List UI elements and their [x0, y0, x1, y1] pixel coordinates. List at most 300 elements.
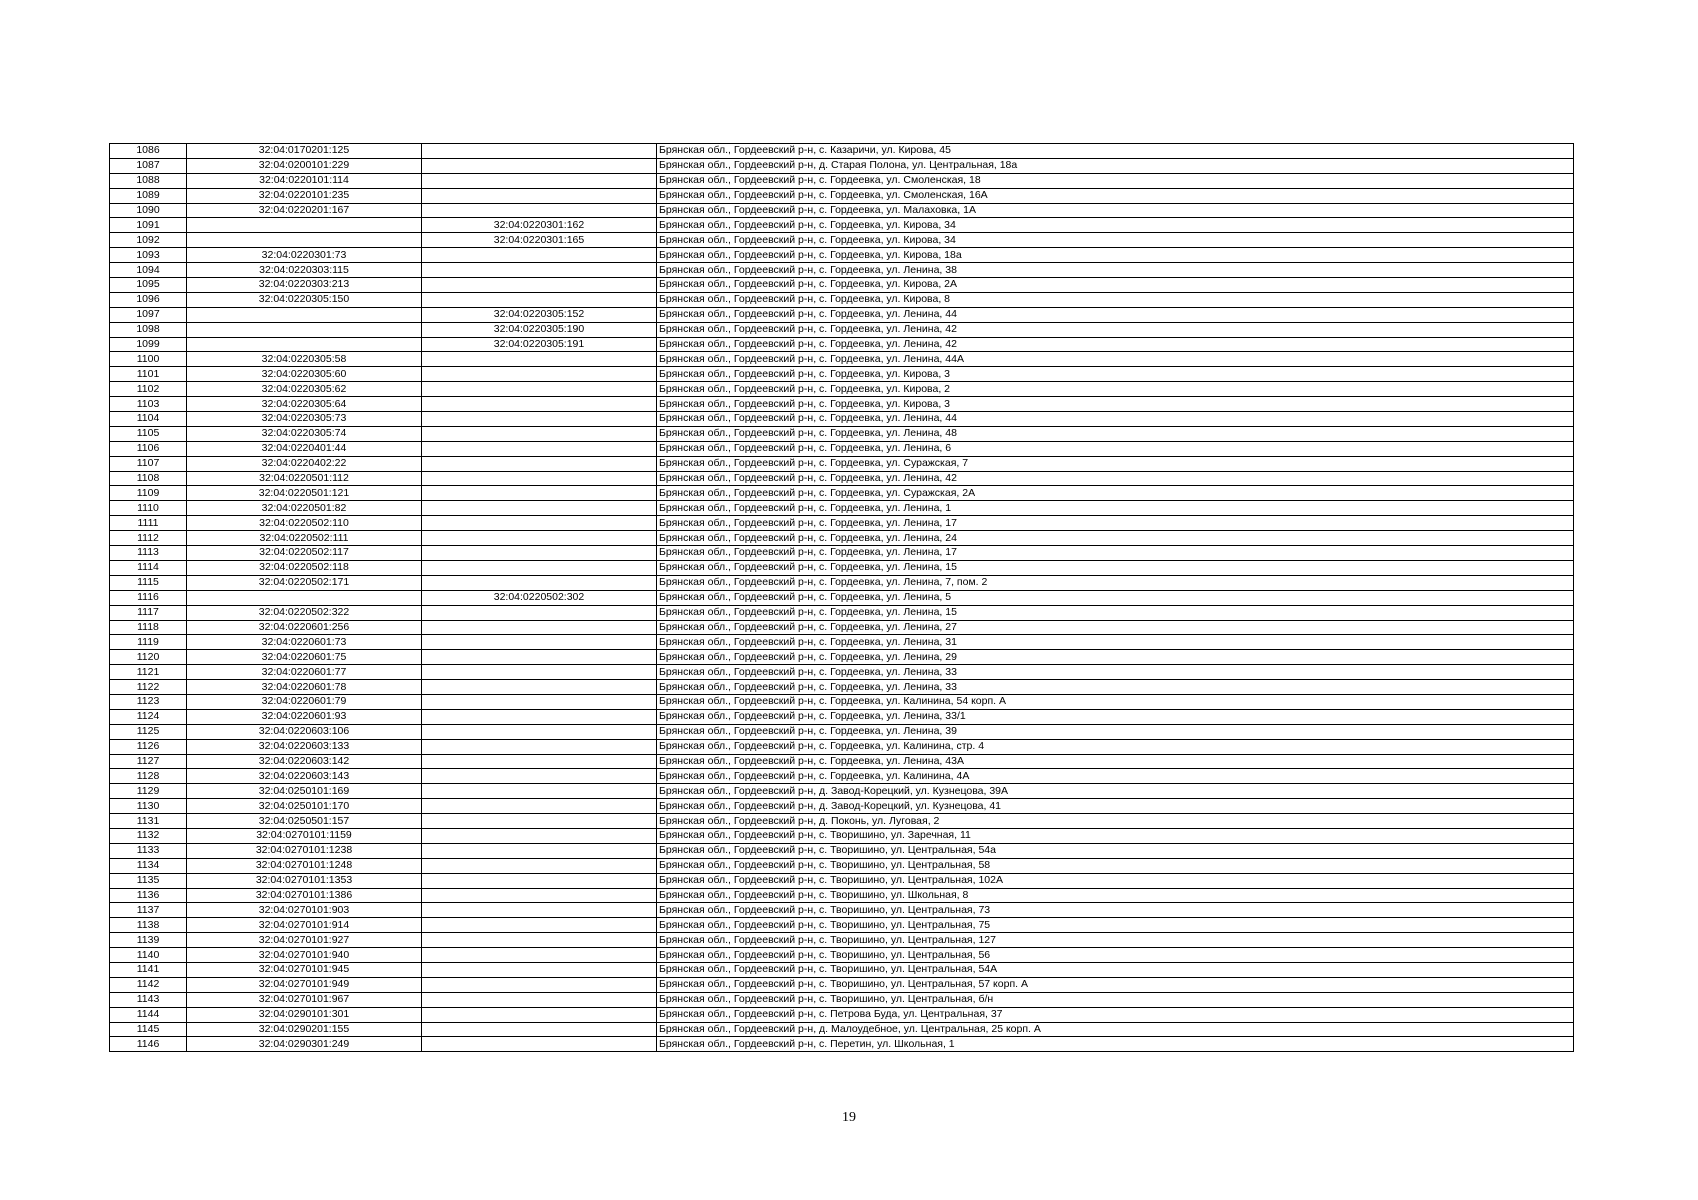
cadastral-number-2-cell: [422, 397, 657, 412]
cadastral-number-cell: 32:04:0220601:93: [187, 709, 422, 724]
cadastral-number-cell: 32:04:0220303:213: [187, 278, 422, 293]
row-number-cell: 1102: [110, 382, 187, 397]
cadastral-number-2-cell: [422, 144, 657, 159]
cadastral-number-cell: 32:04:0290101:301: [187, 1007, 422, 1022]
cadastral-number-cell: 32:04:0220305:74: [187, 426, 422, 441]
row-number-cell: 1117: [110, 605, 187, 620]
row-number-cell: 1141: [110, 962, 187, 977]
cadastral-number-cell: 32:04:0250501:157: [187, 814, 422, 829]
cadastral-number-cell: [187, 218, 422, 233]
table-row: [110, 843, 1574, 858]
address-cell: Брянская обл., Гордеевский р-н, с. Гордеевка, ул. Ленина, 5: [657, 590, 1574, 605]
cadastral-number-cell: 32:04:0220603:133: [187, 739, 422, 754]
cadastral-number-cell: 32:04:0270101:914: [187, 918, 422, 933]
cadastral-number-2-cell: [422, 694, 657, 709]
address-cell: Брянская обл., Гордеевский р-н, с. Гордеевка, ул. Калинина, 4А: [657, 769, 1574, 784]
cadastral-number-cell: 32:04:0250101:169: [187, 784, 422, 799]
cadastral-number-cell: 32:04:0220502:171: [187, 575, 422, 590]
address-cell: Брянская обл., Гордеевский р-н, с. Гордеевка, ул. Ленина, 44: [657, 307, 1574, 322]
row-number-cell: 1143: [110, 992, 187, 1007]
address-cell: Брянская обл., Гордеевский р-н, д. Поконь, ул. Луговая, 2: [657, 814, 1574, 829]
cadastral-number-cell: 32:04:0290301:249: [187, 1037, 422, 1052]
table-row: [110, 1037, 1574, 1052]
table-row: [110, 397, 1574, 412]
cadastral-number-2-cell: [422, 918, 657, 933]
table-row: [110, 352, 1574, 367]
row-number-cell: 1119: [110, 635, 187, 650]
cadastral-number-cell: [187, 337, 422, 352]
address-cell: Брянская обл., Гордеевский р-н, с. Гордеевка, ул. Калинина, 54 корп. А: [657, 694, 1574, 709]
row-number-cell: 1146: [110, 1037, 187, 1052]
table-row: [110, 575, 1574, 590]
row-number-cell: 1139: [110, 933, 187, 948]
cadastral-number-2-cell: [422, 769, 657, 784]
table-row: [110, 739, 1574, 754]
row-number-cell: 1111: [110, 516, 187, 531]
cadastral-number-cell: 32:04:0220601:77: [187, 665, 422, 680]
table-row: [110, 754, 1574, 769]
cadastral-number-2-cell: [422, 620, 657, 635]
address-cell: Брянская обл., Гордеевский р-н, с. Гордеевка, ул. Ленина, 31: [657, 635, 1574, 650]
cadastral-number-cell: 32:04:0220501:82: [187, 501, 422, 516]
table-row: [110, 426, 1574, 441]
address-cell: Брянская обл., Гордеевский р-н, с. Гордеевка, ул. Суражская, 7: [657, 456, 1574, 471]
cadastral-number-cell: 32:04:0200101:229: [187, 158, 422, 173]
cadastral-number-2-cell: [422, 1007, 657, 1022]
cadastral-number-2-cell: [422, 278, 657, 293]
cadastral-number-2-cell: [422, 739, 657, 754]
table-row: [110, 307, 1574, 322]
cadastral-number-cell: 32:04:0220305:58: [187, 352, 422, 367]
row-number-cell: 1107: [110, 456, 187, 471]
cadastral-number-2-cell: [422, 158, 657, 173]
cadastral-number-2-cell: [422, 263, 657, 278]
row-number-cell: 1101: [110, 367, 187, 382]
row-number-cell: 1136: [110, 888, 187, 903]
table-row: [110, 367, 1574, 382]
cadastral-number-2-cell: [422, 903, 657, 918]
table-row: [110, 784, 1574, 799]
cadastral-number-cell: 32:04:0270101:967: [187, 992, 422, 1007]
address-cell: Брянская обл., Гордеевский р-н, с. Гордеевка, ул. Ленина, 17: [657, 546, 1574, 561]
cadastral-number-2-cell: [422, 516, 657, 531]
row-number-cell: 1137: [110, 903, 187, 918]
row-number-cell: 1093: [110, 248, 187, 263]
cadastral-number-cell: 32:04:0220501:121: [187, 486, 422, 501]
cadastral-number-cell: 32:04:0220402:22: [187, 456, 422, 471]
address-cell: Брянская обл., Гордеевский р-н, с. Гордеевка, ул. Кирова, 2А: [657, 278, 1574, 293]
cadastral-number-cell: 32:04:0170201:125: [187, 144, 422, 159]
page-number: 19: [842, 1110, 856, 1125]
table-row: [110, 546, 1574, 561]
cadastral-number-2-cell: [422, 292, 657, 307]
address-cell: Брянская обл., Гордеевский р-н, с. Гордеевка, ул. Ленина, 42: [657, 322, 1574, 337]
table-row: [110, 501, 1574, 516]
cadastral-number-cell: 32:04:0220101:235: [187, 188, 422, 203]
row-number-cell: 1130: [110, 799, 187, 814]
table-row: [110, 233, 1574, 248]
row-number-cell: 1112: [110, 531, 187, 546]
row-number-cell: 1108: [110, 471, 187, 486]
address-cell: Брянская обл., Гордеевский р-н, с. Гордеевка, ул. Ленина, 17: [657, 516, 1574, 531]
table-row: [110, 903, 1574, 918]
registry-table-body: [110, 144, 1574, 1052]
cadastral-number-cell: 32:04:0220401:44: [187, 441, 422, 456]
cadastral-number-2-cell: [422, 188, 657, 203]
cadastral-number-cell: 32:04:0220305:62: [187, 382, 422, 397]
cadastral-number-cell: 32:04:0220301:73: [187, 248, 422, 263]
cadastral-number-2-cell: [422, 605, 657, 620]
address-cell: Брянская обл., Гордеевский р-н, с. Гордеевка, ул. Ленина, 6: [657, 441, 1574, 456]
table-row: [110, 263, 1574, 278]
row-number-cell: 1105: [110, 426, 187, 441]
address-cell: Брянская обл., Гордеевский р-н, с. Гордеевка, ул. Кирова, 8: [657, 292, 1574, 307]
cadastral-number-2-cell: [422, 873, 657, 888]
address-cell: Брянская обл., Гордеевский р-н, с. Гордеевка, ул. Ленина, 38: [657, 263, 1574, 278]
table-row: [110, 158, 1574, 173]
address-cell: Брянская обл., Гордеевский р-н, с. Творишино, ул. Центральная, 57 корп. А: [657, 977, 1574, 992]
row-number-cell: 1125: [110, 724, 187, 739]
table-row: [110, 456, 1574, 471]
address-cell: Брянская обл., Гордеевский р-н, с. Гордеевка, ул. Ленина, 43А: [657, 754, 1574, 769]
table-row: [110, 1007, 1574, 1022]
table-row: [110, 322, 1574, 337]
row-number-cell: 1100: [110, 352, 187, 367]
registry-table: [109, 143, 1574, 1052]
address-cell: Брянская обл., Гордеевский р-н, с. Творишино, ул. Центральная, 127: [657, 933, 1574, 948]
table-row: [110, 992, 1574, 1007]
row-number-cell: 1088: [110, 173, 187, 188]
row-number-cell: 1142: [110, 977, 187, 992]
table-row: [110, 337, 1574, 352]
cadastral-number-2-cell: [422, 546, 657, 561]
address-cell: Брянская обл., Гордеевский р-н, с. Творишино, ул. Центральная, 102А: [657, 873, 1574, 888]
address-cell: Брянская обл., Гордеевский р-н, с. Гордеевка, ул. Ленина, 44: [657, 412, 1574, 427]
row-number-cell: 1133: [110, 843, 187, 858]
address-cell: Брянская обл., Гордеевский р-н, с. Гордеевка, ул. Смоленская, 16А: [657, 188, 1574, 203]
cadastral-number-cell: 32:04:0270101:1238: [187, 843, 422, 858]
row-number-cell: 1126: [110, 739, 187, 754]
cadastral-number-2-cell: [422, 560, 657, 575]
cadastral-number-cell: 32:04:0220502:118: [187, 560, 422, 575]
row-number-cell: 1087: [110, 158, 187, 173]
row-number-cell: 1118: [110, 620, 187, 635]
cadastral-number-cell: 32:04:0270101:1159: [187, 828, 422, 843]
address-cell: Брянская обл., Гордеевский р-н, с. Гордеевка, ул. Ленина, 29: [657, 650, 1574, 665]
row-number-cell: 1097: [110, 307, 187, 322]
row-number-cell: 1086: [110, 144, 187, 159]
address-cell: Брянская обл., Гордеевский р-н, с. Гордеевка, ул. Ленина, 1: [657, 501, 1574, 516]
table-row: [110, 962, 1574, 977]
cadastral-number-2-cell: [422, 843, 657, 858]
table-row: [110, 828, 1574, 843]
row-number-cell: 1113: [110, 546, 187, 561]
address-cell: Брянская обл., Гордеевский р-н, с. Творишино, ул. Центральная, 56: [657, 948, 1574, 963]
table-row: [110, 948, 1574, 963]
cadastral-number-cell: 32:04:0270101:940: [187, 948, 422, 963]
address-cell: Брянская обл., Гордеевский р-н, с. Петрова Буда, ул. Центральная, 37: [657, 1007, 1574, 1022]
cadastral-number-cell: 32:04:0220601:75: [187, 650, 422, 665]
cadastral-number-cell: 32:04:0220502:111: [187, 531, 422, 546]
table-row: [110, 605, 1574, 620]
cadastral-number-cell: 32:04:0220305:73: [187, 412, 422, 427]
address-cell: Брянская обл., Гордеевский р-н, с. Гордеевка, ул. Ленина, 33: [657, 665, 1574, 680]
row-number-cell: 1103: [110, 397, 187, 412]
address-cell: Брянская обл., Гордеевский р-н, с. Гордеевка, ул. Кирова, 2: [657, 382, 1574, 397]
cadastral-number-cell: 32:04:0290201:155: [187, 1022, 422, 1037]
row-number-cell: 1120: [110, 650, 187, 665]
address-cell: Брянская обл., Гордеевский р-н, с. Гордеевка, ул. Ленина, 27: [657, 620, 1574, 635]
cadastral-number-cell: 32:04:0270101:945: [187, 962, 422, 977]
address-cell: Брянская обл., Гордеевский р-н, с. Гордеевка, ул. Смоленская, 18: [657, 173, 1574, 188]
row-number-cell: 1089: [110, 188, 187, 203]
row-number-cell: 1145: [110, 1022, 187, 1037]
table-row: [110, 531, 1574, 546]
table-row: [110, 441, 1574, 456]
table-row: [110, 680, 1574, 695]
cadastral-number-2-cell: 32:04:0220301:162: [422, 218, 657, 233]
row-number-cell: 1096: [110, 292, 187, 307]
address-cell: Брянская обл., Гордеевский р-н, д. Малоудебное, ул. Центральная, 25 корп. А: [657, 1022, 1574, 1037]
cadastral-number-cell: 32:04:0220501:112: [187, 471, 422, 486]
cadastral-number-2-cell: [422, 977, 657, 992]
cadastral-number-2-cell: [422, 635, 657, 650]
address-cell: Брянская обл., Гордеевский р-н, с. Гордеевка, ул. Кирова, 3: [657, 367, 1574, 382]
cadastral-number-2-cell: [422, 948, 657, 963]
address-cell: Брянская обл., Гордеевский р-н, с. Гордеевка, ул. Малаховка, 1А: [657, 203, 1574, 218]
cadastral-number-cell: 32:04:0220201:167: [187, 203, 422, 218]
table-row: [110, 248, 1574, 263]
cadastral-number-cell: [187, 590, 422, 605]
cadastral-number-cell: 32:04:0220101:114: [187, 173, 422, 188]
cadastral-number-cell: 32:04:0220502:110: [187, 516, 422, 531]
cadastral-number-2-cell: [422, 575, 657, 590]
address-cell: Брянская обл., Гордеевский р-н, с. Гордеевка, ул. Ленина, 15: [657, 605, 1574, 620]
cadastral-number-2-cell: [422, 992, 657, 1007]
table-row: [110, 665, 1574, 680]
address-cell: Брянская обл., Гордеевский р-н, с. Гордеевка, ул. Суражская, 2А: [657, 486, 1574, 501]
row-number-cell: 1099: [110, 337, 187, 352]
row-number-cell: 1115: [110, 575, 187, 590]
row-number-cell: 1123: [110, 694, 187, 709]
row-number-cell: 1104: [110, 412, 187, 427]
table-row: [110, 977, 1574, 992]
cadastral-number-2-cell: 32:04:0220305:191: [422, 337, 657, 352]
row-number-cell: 1129: [110, 784, 187, 799]
table-row: [110, 590, 1574, 605]
table-row: [110, 933, 1574, 948]
cadastral-number-2-cell: [422, 486, 657, 501]
row-number-cell: 1109: [110, 486, 187, 501]
row-number-cell: 1106: [110, 441, 187, 456]
table-row: [110, 1022, 1574, 1037]
address-cell: Брянская обл., Гордеевский р-н, с. Гордеевка, ул. Кирова, 3: [657, 397, 1574, 412]
row-number-cell: 1091: [110, 218, 187, 233]
table-row: [110, 560, 1574, 575]
address-cell: Брянская обл., Гордеевский р-н, с. Творишино, ул. Центральная, 54а: [657, 843, 1574, 858]
address-cell: Брянская обл., Гордеевский р-н, с. Гордеевка, ул. Ленина, 33/1: [657, 709, 1574, 724]
cadastral-number-2-cell: [422, 724, 657, 739]
cadastral-number-2-cell: [422, 1022, 657, 1037]
cadastral-number-2-cell: [422, 426, 657, 441]
row-number-cell: 1144: [110, 1007, 187, 1022]
address-cell: Брянская обл., Гордеевский р-н, с. Перетин, ул. Школьная, 1: [657, 1037, 1574, 1052]
address-cell: Брянская обл., Гордеевский р-н, с. Творишино, ул. Центральная, 54А: [657, 962, 1574, 977]
cadastral-number-cell: [187, 322, 422, 337]
cadastral-number-2-cell: [422, 858, 657, 873]
address-cell: Брянская обл., Гордеевский р-н, с. Творишино, ул. Центральная, 73: [657, 903, 1574, 918]
cadastral-number-2-cell: [422, 471, 657, 486]
address-cell: Брянская обл., Гордеевский р-н, с. Творишино, ул. Центральная, 58: [657, 858, 1574, 873]
cadastral-number-2-cell: [422, 650, 657, 665]
table-row: [110, 382, 1574, 397]
cadastral-number-2-cell: [422, 1037, 657, 1052]
cadastral-number-cell: 32:04:0270101:1353: [187, 873, 422, 888]
cadastral-number-2-cell: [422, 248, 657, 263]
cadastral-number-2-cell: [422, 412, 657, 427]
address-cell: Брянская обл., Гордеевский р-н, с. Гордеевка, ул. Ленина, 42: [657, 471, 1574, 486]
cadastral-number-2-cell: [422, 962, 657, 977]
cadastral-number-cell: 32:04:0220603:106: [187, 724, 422, 739]
cadastral-number-cell: 32:04:0270101:949: [187, 977, 422, 992]
row-number-cell: 1121: [110, 665, 187, 680]
cadastral-number-2-cell: [422, 709, 657, 724]
table-row: [110, 278, 1574, 293]
address-cell: Брянская обл., Гордеевский р-н, с. Гордеевка, ул. Ленина, 48: [657, 426, 1574, 441]
table-row: [110, 471, 1574, 486]
address-cell: Брянская обл., Гордеевский р-н, с. Казаричи, ул. Кирова, 45: [657, 144, 1574, 159]
cadastral-number-cell: 32:04:0270101:1386: [187, 888, 422, 903]
cadastral-number-2-cell: [422, 784, 657, 799]
table-row: [110, 173, 1574, 188]
table-row: [110, 709, 1574, 724]
address-cell: Брянская обл., Гордеевский р-н, с. Гордеевка, ул. Ленина, 39: [657, 724, 1574, 739]
address-cell: Брянская обл., Гордеевский р-н, с. Гордеевка, ул. Кирова, 34: [657, 218, 1574, 233]
cadastral-number-cell: 32:04:0220601:79: [187, 694, 422, 709]
row-number-cell: 1116: [110, 590, 187, 605]
table-row: [110, 799, 1574, 814]
cadastral-number-2-cell: [422, 814, 657, 829]
row-number-cell: 1132: [110, 828, 187, 843]
row-number-cell: 1127: [110, 754, 187, 769]
cadastral-number-cell: 32:04:0270101:927: [187, 933, 422, 948]
cadastral-number-2-cell: 32:04:0220502:302: [422, 590, 657, 605]
cadastral-number-2-cell: [422, 382, 657, 397]
cadastral-number-cell: 32:04:0220601:256: [187, 620, 422, 635]
address-cell: Брянская обл., Гордеевский р-н, с. Гордеевка, ул. Кирова, 18а: [657, 248, 1574, 263]
table-row: [110, 188, 1574, 203]
cadastral-number-cell: 32:04:0220603:143: [187, 769, 422, 784]
cadastral-number-cell: 32:04:0220601:78: [187, 680, 422, 695]
cadastral-number-cell: 32:04:0270101:903: [187, 903, 422, 918]
cadastral-number-2-cell: [422, 828, 657, 843]
table-row: [110, 650, 1574, 665]
cadastral-number-2-cell: [422, 456, 657, 471]
cadastral-number-cell: 32:04:0220305:150: [187, 292, 422, 307]
table-row: [110, 873, 1574, 888]
row-number-cell: 1094: [110, 263, 187, 278]
row-number-cell: 1095: [110, 278, 187, 293]
table-row: [110, 918, 1574, 933]
cadastral-number-2-cell: [422, 501, 657, 516]
table-row: [110, 635, 1574, 650]
table-row: [110, 292, 1574, 307]
table-row: [110, 724, 1574, 739]
row-number-cell: 1138: [110, 918, 187, 933]
cadastral-number-2-cell: [422, 680, 657, 695]
address-cell: Брянская обл., Гордеевский р-н, с. Гордеевка, ул. Ленина, 33: [657, 680, 1574, 695]
row-number-cell: 1114: [110, 560, 187, 575]
cadastral-number-2-cell: 32:04:0220305:190: [422, 322, 657, 337]
table-row: [110, 858, 1574, 873]
cadastral-number-cell: 32:04:0220603:142: [187, 754, 422, 769]
address-cell: Брянская обл., Гордеевский р-н, д. Старая Полона, ул. Центральная, 18а: [657, 158, 1574, 173]
address-cell: Брянская обл., Гордеевский р-н, с. Гордеевка, ул. Ленина, 7, пом. 2: [657, 575, 1574, 590]
row-number-cell: 1098: [110, 322, 187, 337]
table-row: [110, 620, 1574, 635]
cadastral-number-cell: 32:04:0250101:170: [187, 799, 422, 814]
row-number-cell: 1131: [110, 814, 187, 829]
address-cell: Брянская обл., Гордеевский р-н, д. Завод-Корецкий, ул. Кузнецова, 39А: [657, 784, 1574, 799]
address-cell: Брянская обл., Гордеевский р-н, с. Творишино, ул. Заречная, 11: [657, 828, 1574, 843]
address-cell: Брянская обл., Гордеевский р-н, с. Творишино, ул. Школьная, 8: [657, 888, 1574, 903]
row-number-cell: 1110: [110, 501, 187, 516]
address-cell: Брянская обл., Гордеевский р-н, с. Гордеевка, ул. Ленина, 15: [657, 560, 1574, 575]
row-number-cell: 1090: [110, 203, 187, 218]
address-cell: Брянская обл., Гордеевский р-н, с. Творишино, ул. Центральная, 75: [657, 918, 1574, 933]
table-row: [110, 694, 1574, 709]
row-number-cell: 1128: [110, 769, 187, 784]
cadastral-number-2-cell: [422, 799, 657, 814]
cadastral-number-2-cell: [422, 531, 657, 546]
cadastral-number-2-cell: [422, 665, 657, 680]
cadastral-number-2-cell: [422, 352, 657, 367]
cadastral-number-cell: 32:04:0220305:64: [187, 397, 422, 412]
cadastral-number-2-cell: 32:04:0220305:152: [422, 307, 657, 322]
cadastral-number-2-cell: [422, 888, 657, 903]
table-row: [110, 814, 1574, 829]
cadastral-number-2-cell: [422, 933, 657, 948]
cadastral-number-2-cell: [422, 173, 657, 188]
cadastral-number-2-cell: 32:04:0220301:165: [422, 233, 657, 248]
address-cell: Брянская обл., Гордеевский р-н, с. Гордеевка, ул. Ленина, 44А: [657, 352, 1574, 367]
table-row: [110, 486, 1574, 501]
table-row: [110, 516, 1574, 531]
row-number-cell: 1092: [110, 233, 187, 248]
row-number-cell: 1122: [110, 680, 187, 695]
table-row: [110, 769, 1574, 784]
address-cell: Брянская обл., Гордеевский р-н, с. Гордеевка, ул. Калинина, стр. 4: [657, 739, 1574, 754]
cadastral-number-2-cell: [422, 367, 657, 382]
cadastral-number-2-cell: [422, 441, 657, 456]
row-number-cell: 1140: [110, 948, 187, 963]
row-number-cell: 1124: [110, 709, 187, 724]
cadastral-number-cell: 32:04:0220303:115: [187, 263, 422, 278]
cadastral-number-cell: [187, 233, 422, 248]
address-cell: Брянская обл., Гордеевский р-н, с. Гордеевка, ул. Ленина, 42: [657, 337, 1574, 352]
table-row: [110, 218, 1574, 233]
table-row: [110, 203, 1574, 218]
cadastral-number-cell: 32:04:0220502:322: [187, 605, 422, 620]
row-number-cell: 1135: [110, 873, 187, 888]
address-cell: Брянская обл., Гордеевский р-н, д. Завод-Корецкий, ул. Кузнецова, 41: [657, 799, 1574, 814]
cadastral-number-cell: 32:04:0270101:1248: [187, 858, 422, 873]
cadastral-number-2-cell: [422, 203, 657, 218]
cadastral-number-cell: 32:04:0220305:60: [187, 367, 422, 382]
table-row: [110, 888, 1574, 903]
address-cell: Брянская обл., Гордеевский р-н, с. Гордеевка, ул. Кирова, 34: [657, 233, 1574, 248]
cadastral-number-cell: 32:04:0220502:117: [187, 546, 422, 561]
